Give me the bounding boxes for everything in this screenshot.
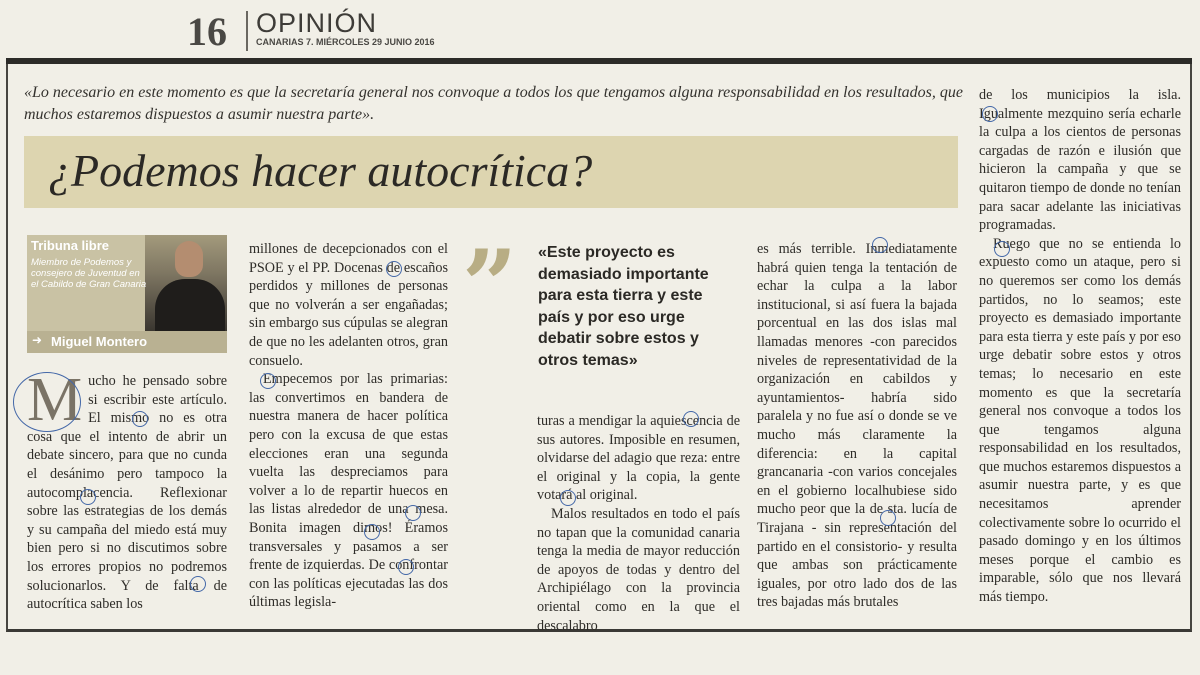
article-column-4 bbox=[757, 240, 957, 612]
pen-circle-mark bbox=[405, 505, 421, 521]
dateline: CANARIAS 7. MIÉRCOLES 29 JUNIO 2016 bbox=[256, 37, 435, 47]
pen-circle-mark bbox=[880, 510, 896, 526]
pen-circle-mark bbox=[260, 373, 276, 389]
paragraph: de los municipios la isla. Igualmente mezquino sería echarle la culpa a los cientos de personas cargadas de razón e ilusión que hicieron la campaña y que se quitaron tiempo de donde no tenían para sacar adelante las iniciativas programadas. bbox=[979, 87, 1181, 234]
author-bar bbox=[27, 331, 227, 353]
author-photo-body bbox=[155, 279, 225, 331]
article-column-2 bbox=[249, 240, 448, 612]
paragraph: turas a mendigar la aquiescencia de sus autores. Imposible en resumen, olvidarse del adagio que reza: entre el original y la copia, la gente votará al original. bbox=[537, 413, 740, 504]
author-name: Miguel Montero bbox=[51, 334, 148, 349]
header-divider bbox=[246, 11, 248, 51]
page-number: 16 bbox=[187, 9, 227, 54]
paragraph-text: ucho he pensado sobre si escribir este artículo. El mismo no es otra cosa que el intento de abrir un debate sincero, para que no cunda el desánimo pero tampoco la autocomplacencia. Reflexionar sobre las estrategias de los demás y su campaña del miedo está muy bien pero si no discutimos sobre los errores propios no podremos solucionarlos. Y de falta de autocrítica saben los bbox=[27, 373, 227, 613]
page-header bbox=[0, 0, 1200, 56]
arrow-icon: ➜ bbox=[32, 333, 43, 347]
drop-cap: M bbox=[27, 366, 83, 434]
pull-quote: «Este proyecto es demasiado importante para esta tierra y este país y por eso urge debatir sobre estos y otros temas» bbox=[538, 244, 709, 369]
pen-circle-mark bbox=[132, 411, 148, 427]
pen-circle-mark bbox=[994, 241, 1010, 257]
column-label: Tribuna libre bbox=[31, 238, 110, 253]
pen-circle-mark bbox=[386, 261, 402, 277]
paragraph: es más terrible. Inmediatamente habrá quien tenga la tentación de echar la culpa a la labor institucional, si así fuera la bajada porcentual en las dos islas mal llamadas menores -con parecidos niveles de representatividad de la organización en cabildos y ayuntamientos- habría sido paralela y no fue así o donde se ve mucho más claramente la diferencia: en la capital grancanaria -con varios concejales en el gobierno localhubiese sido mucho peor que la de sta. lucía de Tirajana - sin representación del partido en el consistorio- y resulta que ambas son prácticamente iguales, por otro lado dos de las tres bajadas más brutales bbox=[757, 241, 957, 611]
pen-circle-mark bbox=[364, 524, 380, 540]
author-box bbox=[27, 235, 227, 353]
pen-circle-mark bbox=[872, 237, 888, 253]
pen-circle-mark bbox=[190, 576, 206, 592]
pen-circle-mark bbox=[683, 411, 699, 427]
pen-circle-mark bbox=[80, 489, 96, 505]
paragraph: millones de decepcionados con el PSOE y el PP. Docenas de escaños perdidos y millones de personas que no volverán a ser engañadas; sin embargo sus cúpulas se alegran de que no les adelanten otros, gran consuelo. bbox=[249, 241, 448, 369]
pen-circle-mark bbox=[13, 366, 83, 434]
paragraph: Malos resultados en todo el país no tapan que la comunidad canaria tenga la media de mayor reducción de apoyos de todas y dentro del Archipiélago con la provincia oriental como en la que el descalabro bbox=[537, 505, 740, 634]
paragraph: Empecemos por las primarias: las convertimos en bandera de nuestra manera de hacer política pero con la excusa de que estas elecciones eran una segunda vuelta las despreciamos para volver a lo de repartir huecos en las listas alrededor de una mesa. Bonita imagen dimos! Éramos transversales y pasamos a ser frente de izquierdas. De confrontar con las políticas ejecutadas las dos últimas legisla- bbox=[249, 371, 448, 611]
top-quote: «Lo necesario en este momento es que la secretaría general nos convoque a todos los que tengamos alguna responsabilidad en los resultados, que muchos estaremos dispuestos a asumir nuestra parte». bbox=[24, 84, 963, 123]
quote-mark-icon: ” bbox=[462, 229, 518, 342]
article-column-5 bbox=[979, 86, 1181, 607]
section-name: OPINIÓN bbox=[256, 8, 378, 38]
author-description: Miembro de Podemos y consejero de Juventud en el Cabildo de Gran Canaria bbox=[31, 257, 147, 290]
pen-circle-mark bbox=[398, 559, 414, 575]
paragraph: Ruego que no se entienda lo expuesto como un ataque, pero si no queremos ser como los demás partidos, no lo seamos; este proyecto es demasiado importante para esta tierra y este país y por eso urge debatir sobre estos y otros temas; lo necesario en este momento es que la secretaría general nos convoque a todos los que tengamos alguna responsabilidad en los resultados, que muchos estaremos dispuestos a asumir nuestra parte, y es que necesitamos aprender colectivamente sobre lo ocurrido el pasado domingo y en los últimos meses porque el cambio es imparable, sólo que nos llevará más tiempo. bbox=[979, 235, 1181, 606]
pen-circle-mark bbox=[982, 106, 998, 122]
pen-circle-mark bbox=[560, 490, 576, 506]
author-photo-head bbox=[175, 241, 203, 277]
article-column-3 bbox=[537, 412, 740, 635]
headline: ¿Podemos hacer autocrítica? bbox=[48, 145, 593, 196]
